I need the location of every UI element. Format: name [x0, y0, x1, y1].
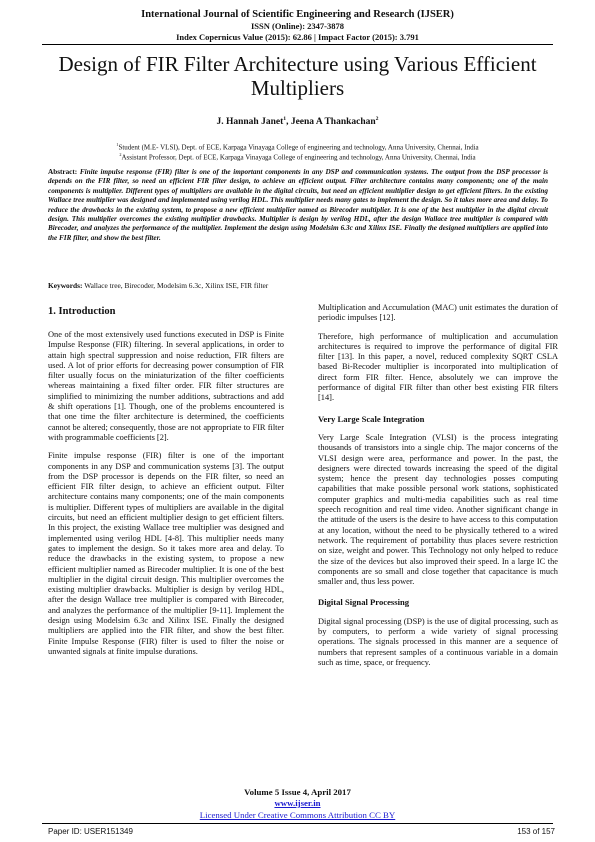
abstract	[48, 168, 548, 243]
affiliation-2	[20, 150, 575, 162]
dsp-paragraph: Digital signal processing (DSP) is the use of digital processing, such as by computers, to perform a wide variety of signal processing operations. The signals processed in this manner are a sequence of numbers that represent samples of a continuous variable in a domain such as time, space, or frequency.	[318, 616, 558, 667]
intro-paragraph-1: One of the most extensively used functions executed in DSP is Finite Impulse Response (FIR) filtering. In several applications, in order to attain high spectral suppression and noise reduction, FIR filters are used. A lot of prior efforts for decreasing power consumption of FIR filter usually focus on the miniaturization of the filter coefficients whereas maintaining a fixed filter order. FIR filter structures are simplified to minimizing the number additions, subtractions and add & shift operations [1]. Though, one of the problems encountered is that one time the filter architecture is determined, the coefficients cannot be altered; consequently, those are not appropriate to FIR filter with programmable coefficients [2].	[48, 330, 284, 442]
journal-index: Index Copernicus Value (2015): 62.86 | Impact Factor (2015): 3.791	[176, 32, 419, 42]
journal-title: International Journal of Scientific Engineering and Research (IJSER)	[141, 9, 454, 20]
affiliation-2-sup: 2	[119, 152, 122, 157]
journal-issn: ISSN (Online): 2347-3878	[250, 21, 345, 31]
intro-paragraph-2: Finite impulse response (FIR) filter is one of the important components in any DSP and communication systems [3]. The output from the DSP processor is depends on the FIR filter, so need an efficient FIR filter design, to achieve an efficient output. Filter architecture contains many components; one of the main components is multiplier. Different types of multipliers are available in the digital circuits, but need an efficient multiplier design to get efficient filters. In this project, the existing Wallace tree multiplier was designed and implemented using verilog HDL [4-8]. This multiplier needs many gates to implement the design. So it takes more area and delay. To reduce the drawbacks in the existing system, to propose a new efficient multiplier named as Birecoder multiplier. It is one of the best multiplier in the digital circuit design. This multiplier overcomes the existing multiplier drawbacks. Multiplier is design by verilog HDL, after the design Wallace tree multiplier is compared with Birecoder, and analyzes the performance of the multiplier [9-11]. Implement the design using Modelsim 6.3c and Xilinx ISE. Finally the designed multipliers are applied into the FIR filter, and show the best filter. Finite Impulse Response (FIR) filter is used to filter the noise or unwanted signals at finite impulse durations.	[48, 451, 284, 656]
author-2: Jeena A Thankachan	[290, 117, 376, 128]
keywords	[48, 281, 548, 290]
keywords-label: Keywords:	[48, 281, 83, 290]
keywords-text: Wallace tree, Birecoder, Modelsim 6.3c, Xilinx ISE, FIR filter	[84, 281, 269, 290]
footer-volume: Volume 5 Issue 4, April 2017	[244, 787, 351, 797]
affiliation-1-sup: 1	[116, 142, 119, 147]
footer-license-link[interactable]: Licensed Under Creative Commons Attribution CC BY	[199, 810, 396, 820]
vlsi-paragraph: Very Large Scale Integration (VLSI) is the process integrating thousands of transistors into a single chip. The major concerns of the VLSI design were area, performance and power. In the past, the designers were directed towards increasing the speed of the digital system; hence the present day technologies posses computing capabilities that make possible personal work stations, sophisticated computer graphics and multi-media capabilities such as real time speech recognition and real time video. Another significant change in the attitude of the users is the desire to have access to this computation at any location, without the need to be physically tethered to a wired network. The requirement of portability thus places severe restriction on size, weight and power. This Technology not only helped to reduce the size of the devices but also improved their speed. In a large IC the components are so small and close together that capacitance is much smaller and, thus less power.	[318, 432, 558, 587]
intro-paragraph-3: Multiplication and Accumulation (MAC) unit estimates the duration of periodic impulses [12].	[318, 303, 558, 323]
subheading-dsp: Digital Signal Processing	[318, 597, 410, 608]
footer-divider	[42, 823, 553, 824]
footer-website-link[interactable]: www.ijser.in	[274, 798, 321, 808]
author-1-sup: 1	[283, 116, 287, 122]
footer-page-number: 153 of 157	[517, 827, 555, 836]
affiliation-2-text: Assistant Professor, Dept. of ECE, Karpaga Vinayaga College of engineering and technology, Anna University, Chennai, India	[121, 153, 476, 162]
author-1: J. Hannah Janet	[216, 117, 284, 128]
paper-title: Design of FIR Filter Architecture using Various Efficient Multipliers	[58, 52, 537, 100]
intro-paragraph-4: Therefore, high performance of multiplication and accumulation architectures is required to improve the performance of digital FIR filter [13]. In this paper, a novel, reduced complexity SQRT CSLA based Bi-Recoder multiplier is incorporated into multiplication of direct form FIR filter. Hence, absolutely we can improve the performance of digital FIR filter than other best existing FIR filters [14].	[318, 331, 558, 403]
header-divider	[42, 44, 553, 45]
right-column	[318, 303, 558, 676]
abstract-label: Abstract:	[48, 168, 78, 176]
subheading-vlsi: Very Large Scale Integration	[318, 413, 425, 424]
author-separator: ,	[286, 117, 291, 128]
section-heading-introduction: 1. Introduction	[48, 306, 116, 317]
footer-paper-id: Paper ID: USER151349	[48, 827, 133, 836]
abstract-text: Finite impulse response (FIR) filter is one of the important components in any DSP and communication systems. The output from the DSP processor is depends on the FIR filter, so need an efficient FIR filter design, to achieve an efficient output. Filter architecture contains many components; one of the main components is multiplier. Different types of multipliers are available in the digital circuits, but need an efficient multiplier design to get efficient filters. In the existing Wallace tree multiplier was designed and implemented using verilog HDL. This multiplier needs many gates to implement the design. So it takes more area and delay. To reduce the drawbacks in the existing system, to propose a new efficient multiplier named as Birecoder multiplier. It is one of the best multiplier in the digital circuit design. This multiplier overcomes the existing multiplier drawbacks. Multiplier is design by verilog HDL, after the design Wallace tree multiplier is compared with Birecoder, and analyzes the performance of the multiplier. Implement the design using Modelsim 6.3c and Xilinx ISE. Finally the designed multipliers are applied into the FIR filter, and show the best filter.	[48, 168, 549, 242]
author-line	[0, 116, 595, 127]
author-2-sup: 2	[375, 116, 379, 122]
affiliation-1-text: Student (M.E- VLSI), Dept. of ECE, Karpaga Vinayaga College of engineering and technology, Anna University, Chennai, India	[118, 143, 479, 152]
left-column	[48, 306, 284, 665]
